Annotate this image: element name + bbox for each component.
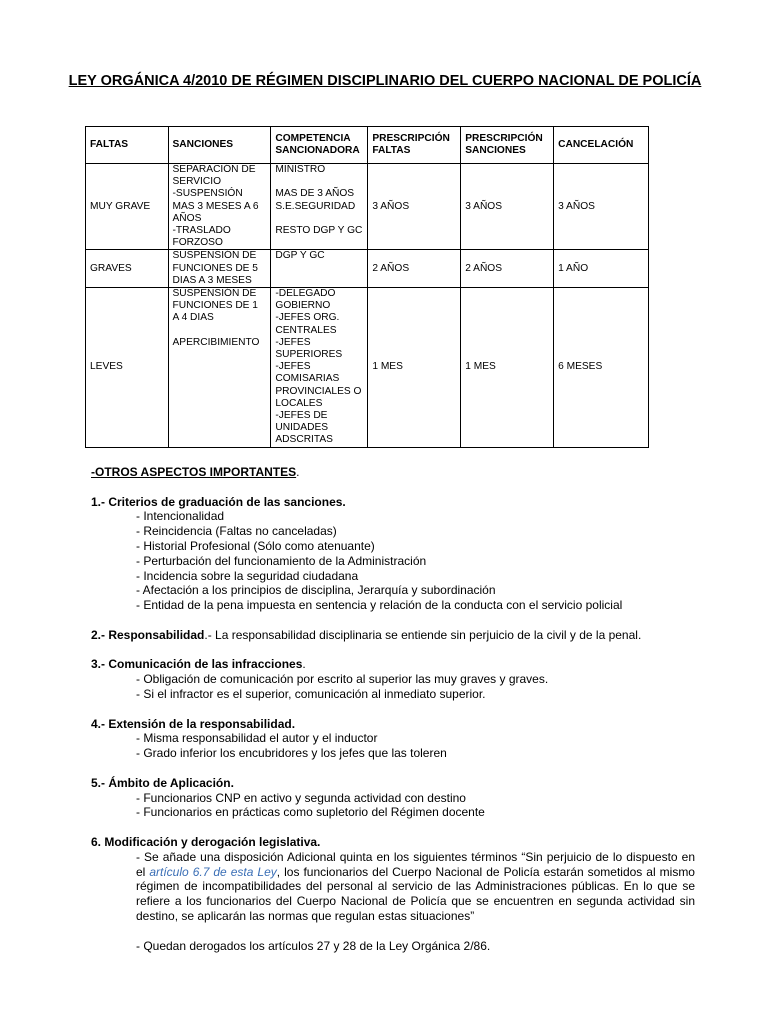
competencia-line: -JEFES COMISARIAS PROVINCIALES O LOCALES	[275, 361, 362, 409]
otros-tail: .	[296, 465, 300, 479]
sancion-line: SEPARACIÓN DE SERVICIO	[172, 164, 256, 188]
table-row	[86, 288, 649, 448]
list-item: - Funcionarios CNP en activo y segunda actividad con destino	[136, 790, 466, 805]
section-5-heading: 5.- Ámbito de Aplicación.	[91, 775, 234, 790]
sancion-line: SUSPENSIÓN DE FUNCIONES DE 1 A 4 DIAS	[172, 288, 258, 324]
competencia-line: -DELEGADO GOBIERNO	[275, 288, 336, 312]
competencia-cell	[271, 164, 368, 250]
sanciones-cell	[168, 250, 271, 288]
section-2	[91, 628, 695, 643]
section-6-text-before: - Se añade una disposición Adicional quinta en los siguientes términos “Sin perjuicio de lo dispuesto en el	[136, 849, 695, 879]
prescripcion-sanciones-cell: 1 MES	[461, 288, 554, 448]
list-item: - Entidad de la pena impuesta en sentencia y relación de la conducta con el servicio policial	[136, 598, 623, 613]
list-item: - Reincidencia (Faltas no canceladas)	[136, 524, 337, 539]
list-item: - Historial Profesional (Sólo como atenuante)	[136, 538, 375, 553]
list-item: - Grado inferior los encubridores y los jefes que las toleren	[136, 746, 447, 761]
sancion-line: APERCIBIMIENTO	[172, 336, 260, 348]
table-header-row	[86, 127, 649, 164]
competencia-line: DGP Y GC	[275, 250, 325, 262]
list-item: - Incidencia sobre la seguridad ciudadana	[136, 568, 359, 583]
section-3-heading-line	[91, 657, 695, 672]
list-item: - Si el infractor es el superior, comunicación al inmediato superior.	[136, 686, 486, 701]
section-2-text: .- La responsabilidad disciplinaria se entiende sin perjuicio de la civil y de la penal.	[204, 627, 642, 642]
cancelacion-cell: 1 AÑO	[554, 250, 649, 288]
header-prescripcion-faltas: PRESCRIPCIÓN FALTAS	[368, 127, 461, 164]
otros-heading: -OTROS ASPECTOS IMPORTANTES	[91, 465, 297, 479]
sancion-line: -SUSPENSIÓN MAS 3 MESES A 6 AÑOS	[172, 188, 259, 224]
otros-heading-line	[91, 465, 695, 480]
list-item: - Intencionalidad	[136, 509, 225, 524]
header-competencia: COMPETENCIA SANCIONADORA	[271, 127, 368, 164]
falta-cell: MUY GRAVE	[86, 164, 169, 250]
cancelacion-cell: 3 AÑOS	[554, 164, 649, 250]
section-3-heading: 3.- Comunicación de las infracciones	[91, 657, 303, 672]
sancion-line	[173, 325, 267, 337]
competencia-line	[275, 176, 363, 188]
section-6-paragraph	[91, 850, 695, 924]
list-item: - Afectación a los principios de disciplina, Jerarquía y subordinación	[136, 583, 496, 598]
section-4-heading: 4.- Extensión de la responsabilidad.	[91, 716, 296, 731]
sanciones-cell	[168, 288, 271, 448]
section-2-heading: 2.- Responsabilidad	[91, 627, 205, 642]
list-item: - Misma responsabilidad el autor y el inductor	[136, 731, 378, 746]
header-sanciones: SANCIONES	[168, 127, 271, 164]
section-6-text-after: , los funcionarios del Cuerpo Nacional de Policía estarán sometidos al mismo régimen de incompatibilidades del personal al servicio de las Administraciones públicas. En lo que se refiere a los funcionarios del Cuerpo Nacional de Policía que se encuentren en segunda actividad sin destino, se aplicarán las normas que regulan estas situaciones”	[136, 864, 695, 923]
list-item: - Obligación de comunicación por escrito al superior las muy graves y graves.	[136, 672, 549, 687]
header-prescripcion-sanciones: PRESCRIPCIÓN SANCIONES	[461, 127, 554, 164]
header-cancelacion: CANCELACIÓN	[554, 127, 649, 164]
list-item: - Funcionarios en prácticas como supletorio del Régimen docente	[136, 805, 485, 820]
section-6-heading: 6. Modificación y derogación legislativa.	[91, 834, 321, 849]
section-3-tail: .	[302, 657, 306, 672]
competencia-line: RESTO DGP Y GC	[275, 225, 363, 237]
sancion-line: SUSPENSIÓN DE FUNCIONES DE 5 DIAS A 3 MESES	[172, 250, 258, 286]
document-body	[91, 465, 695, 953]
competencia-cell	[271, 250, 368, 288]
competencia-line: -JEFES SUPERIORES	[275, 336, 343, 361]
competencia-line: MINISTRO	[275, 164, 326, 175]
prescripcion-faltas-cell: 2 AÑOS	[368, 250, 461, 288]
prescripcion-faltas-cell: 3 AÑOS	[368, 164, 461, 250]
competencia-line: -JEFES DE UNIDADES ADSCRITAS	[275, 410, 333, 446]
sanciones-cell	[168, 164, 271, 250]
prescripcion-sanciones-cell: 3 AÑOS	[461, 164, 554, 250]
prescripcion-faltas-cell: 1 MES	[368, 288, 461, 448]
falta-cell: LEVES	[86, 288, 169, 448]
prescripcion-sanciones-cell: 2 AÑOS	[461, 250, 554, 288]
competencia-line: -JEFES ORG. CENTRALES	[275, 312, 340, 336]
competencia-cell	[271, 288, 368, 448]
table-row	[86, 164, 649, 250]
falta-cell: GRAVES	[86, 250, 169, 288]
competencia-line	[275, 213, 363, 225]
sancion-line: -TRASLADO FORZOSO	[172, 225, 231, 249]
competencia-line: MAS DE 3 AÑOS S.E.SEGURIDAD	[275, 188, 356, 212]
cancelacion-cell: 6 MESES	[554, 288, 649, 448]
section-1-heading: 1.- Criterios de graduación de las sanciones.	[91, 494, 346, 509]
table-row	[86, 250, 649, 288]
section-6-last: - Quedan derogados los artículos 27 y 28 de la Ley Orgánica 2/86.	[136, 938, 491, 953]
article-link[interactable]: artículo 6.7 de esta Ley	[149, 864, 277, 879]
list-item: - Perturbación del funcionamiento de la Administración	[136, 553, 427, 568]
header-faltas: FALTAS	[86, 127, 169, 164]
sanctions-table	[85, 126, 649, 448]
document-title: LEY ORGÁNICA 4/2010 DE RÉGIMEN DISCIPLINARIO DEL CUERPO NACIONAL DE POLICÍA	[68, 73, 702, 89]
